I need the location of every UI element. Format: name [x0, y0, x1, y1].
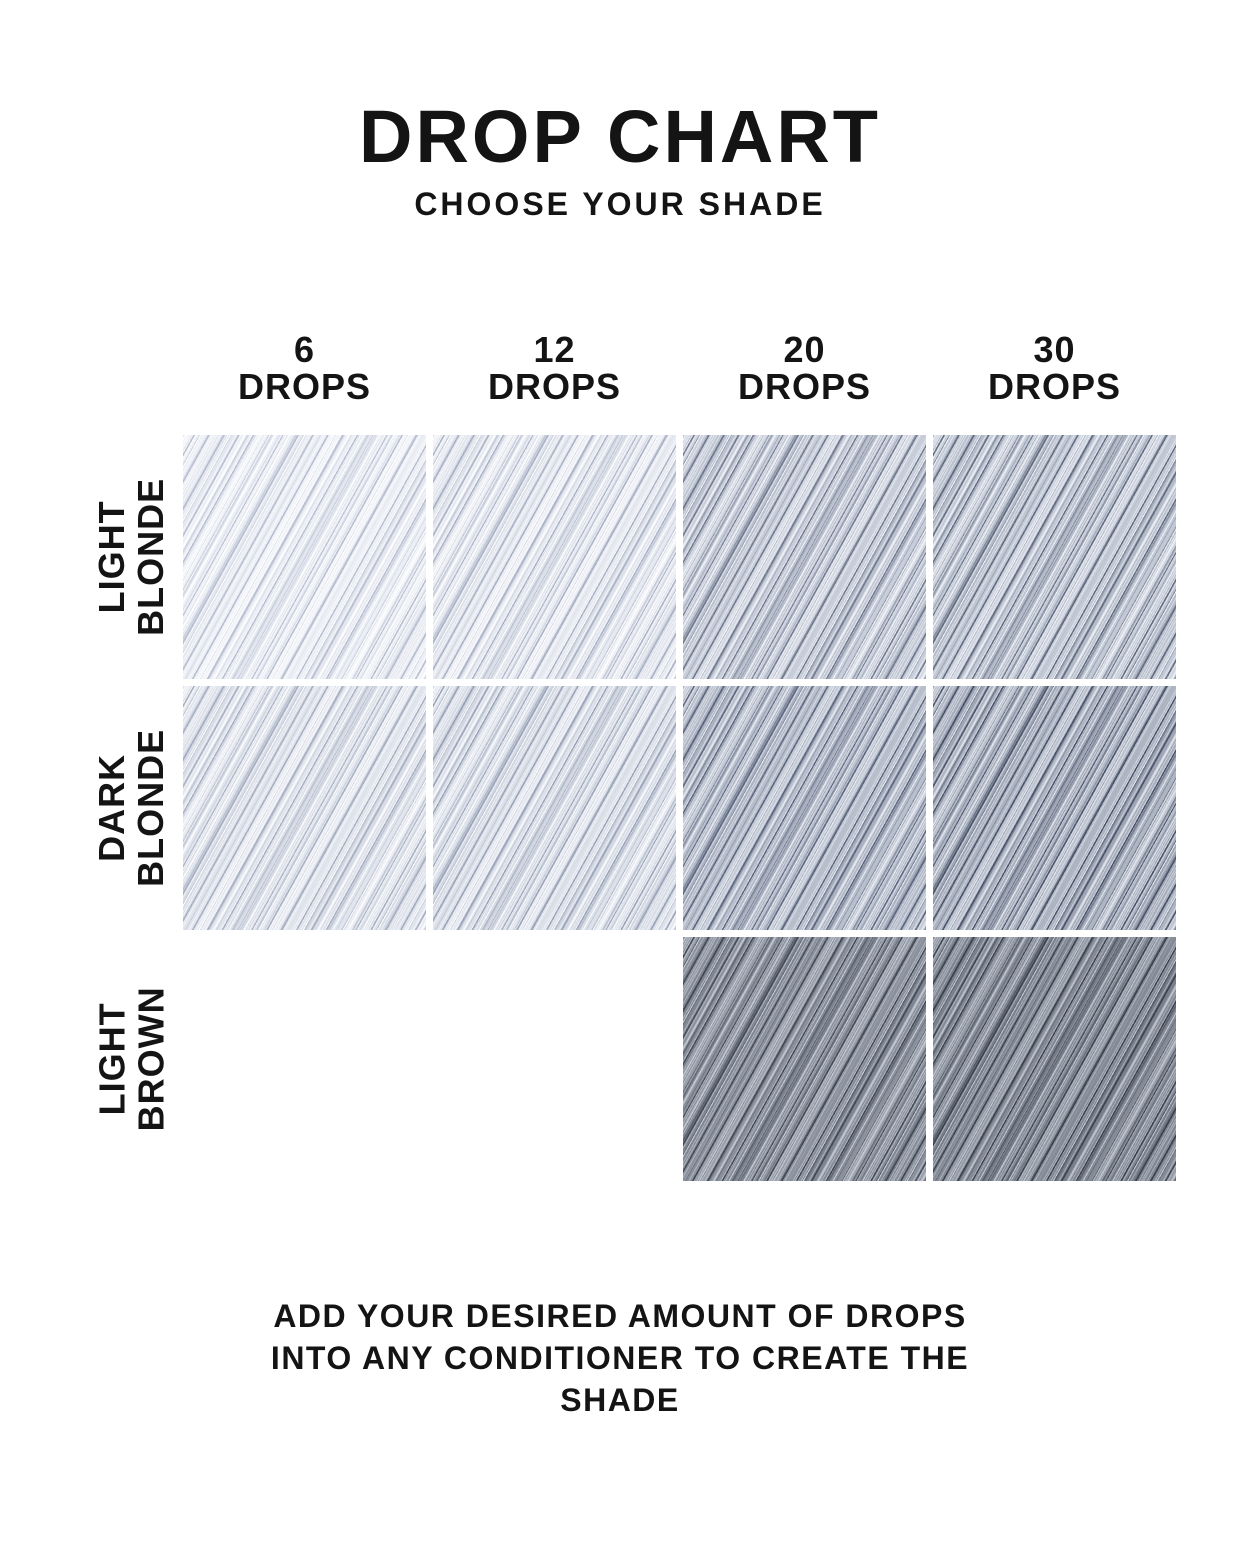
column-amount: 20	[783, 329, 826, 370]
swatch-light-blonde-20-drops	[683, 435, 926, 679]
swatch-light-brown-6-drops-empty	[183, 937, 426, 1181]
swatch-light-brown-20-drops	[683, 937, 926, 1181]
row-label-text	[93, 987, 171, 1132]
instructions-text	[0, 1295, 1240, 1422]
column-unit: DROPS	[987, 365, 1122, 407]
swatch-light-blonde-12-drops	[433, 435, 676, 679]
row-label-line: LIGHT	[91, 1002, 133, 1116]
row-label-line: BLONDE	[130, 729, 171, 887]
column-unit: DROPS	[487, 365, 622, 407]
column-header-12-drops	[433, 329, 676, 407]
row-label-text	[93, 478, 171, 636]
swatch-light-blonde-6-drops	[183, 435, 426, 679]
row-label-line: LIGHT	[91, 500, 133, 614]
column-header-30-drops	[933, 329, 1176, 407]
row-label-text	[93, 729, 171, 887]
swatch-dark-blonde-6-drops	[183, 686, 426, 930]
column-amount: 12	[533, 329, 576, 370]
swatch-dark-blonde-20-drops	[683, 686, 926, 930]
column-unit: DROPS	[237, 365, 372, 407]
row-label-line: BROWN	[130, 986, 172, 1132]
row-label-line: BLONDE	[130, 478, 171, 636]
row-label-dark-blonde	[0, 686, 176, 930]
column-header-6-drops	[183, 329, 426, 407]
page-title: DROP CHART	[359, 95, 881, 178]
swatch-dark-blonde-12-drops	[433, 686, 676, 930]
column-unit: DROPS	[737, 365, 872, 407]
row-label-line: DARK	[91, 754, 133, 862]
column-header-20-drops	[683, 329, 926, 407]
row-label-light-blonde	[0, 435, 176, 679]
instructions-line: INTO ANY CONDITIONER TO CREATE THE	[270, 1340, 970, 1377]
swatch-light-brown-30-drops	[933, 937, 1176, 1181]
swatch-light-blonde-30-drops	[933, 435, 1176, 679]
instructions-line: SHADE	[560, 1382, 680, 1419]
swatch-dark-blonde-30-drops	[933, 686, 1176, 930]
swatch-light-brown-12-drops-empty	[433, 937, 676, 1181]
shade-grid	[0, 435, 1176, 1181]
row-label-light-brown	[0, 937, 176, 1181]
column-amount: 30	[1033, 329, 1076, 370]
column-headers	[183, 329, 1176, 407]
instructions-line: ADD YOUR DESIRED AMOUNT OF DROPS	[273, 1298, 967, 1334]
column-amount: 6	[293, 329, 316, 370]
page-subtitle: CHOOSE YOUR SHADE	[414, 186, 826, 222]
